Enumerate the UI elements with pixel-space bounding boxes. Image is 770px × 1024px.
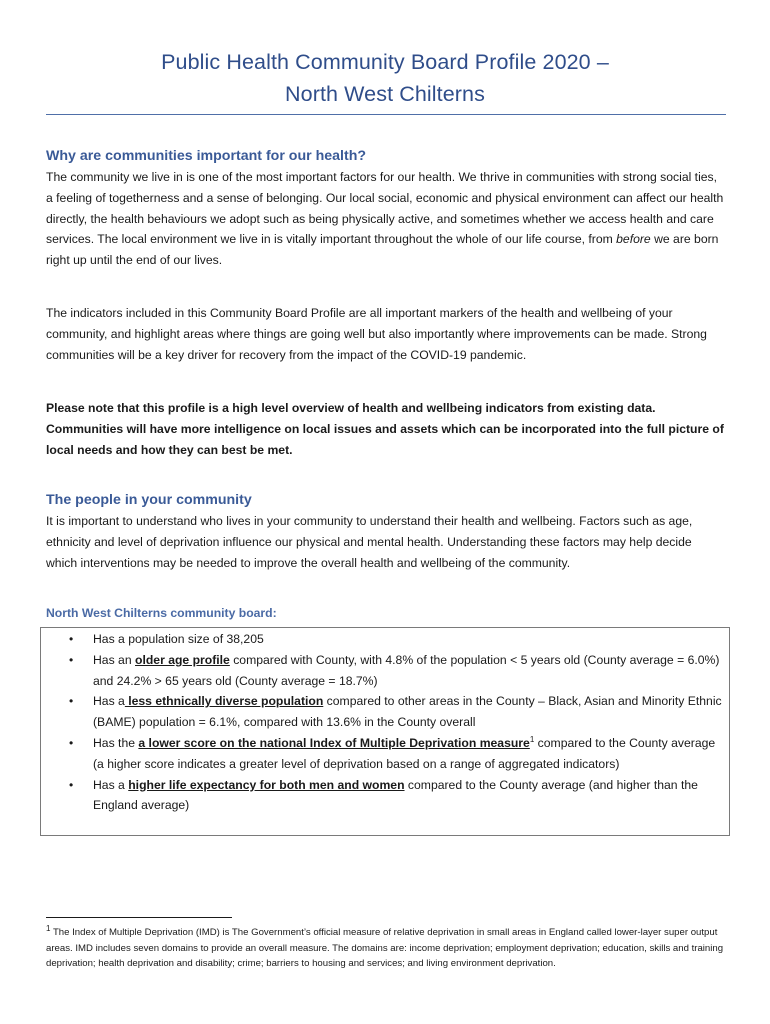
list-item — [46, 650, 724, 692]
title-line-1: Public Health Community Board Profile 2020 – — [161, 50, 609, 74]
list-item — [46, 733, 724, 775]
intro-paragraph — [46, 167, 724, 271]
fact-imd-highlight: a lower score on the national Index of Multiple Deprivation measure — [138, 735, 530, 750]
fact-ethnicity-pre: Has a — [93, 694, 125, 709]
fact-age-pre: Has an — [93, 652, 136, 667]
list-item — [46, 691, 724, 733]
footnote — [46, 925, 726, 972]
bullet-icon: • — [69, 632, 74, 646]
intro-text-a: The community we live in is one of the most important factors for our health. We thrive in communities with strong social ties, a feeling of togetherness and a sense of belonging. Our local social, economic and physical environment can affect our health directly, the health behaviours we adopt such as being physically active, and sometimes whether we access health and care services. The local environment we live in is vitally important throughout the whole of our life course, from — [46, 170, 724, 247]
title-line-2: North West Chilterns — [285, 82, 485, 106]
note-paragraph: Please note that this profile is a high level overview of health and wellbeing indicators from existing data. Communities will have more intelligence on local issues and assets which can be incorporated into the full picture of local needs and how they can best be met. — [46, 401, 724, 457]
community-board-subheading: North West Chilterns community board: — [46, 606, 277, 620]
section-heading-people: The people in your community — [46, 492, 252, 508]
fact-life-pre: Has a — [93, 777, 129, 792]
footnote-reference[interactable]: 1 — [529, 734, 535, 744]
fact-age-post: compared with County, with 4.8% of the population < 5 years old (County average = 6.0%) and 24.2% > 65 years old (County average = 18.7%) — [93, 652, 720, 688]
page-title — [0, 46, 770, 110]
key-facts-list — [46, 629, 724, 816]
list-item — [46, 775, 724, 817]
footnote-divider — [46, 917, 232, 918]
fact-life-highlight: higher life expectancy for both men and women — [128, 777, 405, 792]
title-divider — [46, 114, 726, 115]
intro-emphasis: before — [616, 232, 651, 247]
list-item — [46, 629, 724, 650]
fact-population: Has a population size of 38,205 — [93, 632, 264, 646]
bullet-icon: • — [69, 735, 74, 750]
bullet-icon: • — [69, 652, 74, 667]
footnote-marker: 1 — [46, 923, 51, 933]
indicators-paragraph: The indicators included in this Community Board Profile are all important markers of the health and wellbeing of your community, and highlight areas where things are going well but also importantly where improvements can be made. Strong communities will be a key driver for recovery from the impact of the COVID-19 pandemic. — [46, 306, 707, 362]
bullet-icon: • — [69, 694, 74, 709]
bullet-icon: • — [69, 777, 74, 792]
fact-life-post: compared to the County average (and higher than the England average) — [93, 777, 698, 813]
fact-ethnicity-post: compared to other areas in the County – Black, Asian and Minority Ethnic (BAME) population = 6.1%, compared with 13.6% in the County overall — [93, 694, 722, 730]
fact-imd-post: compared to the County average (a higher score indicates a greater level of deprivation based on a range of aggregated indicators) — [93, 735, 716, 771]
fact-ethnicity-highlight: less ethnically diverse population — [124, 694, 324, 709]
intro-text-b: we are born right up until the end of our lives. — [46, 232, 719, 268]
people-paragraph: It is important to understand who lives in your community to understand their health and wellbeing. Factors such as age, ethnicity and level of deprivation influence our physical and mental health. Understanding these factors may help decide which interventions may be needed to improve the overall health and wellbeing of the community. — [46, 514, 693, 570]
section-heading-why-communities: Why are communities important for our health? — [46, 148, 367, 164]
fact-imd-pre: Has the — [93, 735, 139, 750]
footnote-text: The Index of Multiple Deprivation (IMD) is The Government’s official measure of relative deprivation in small areas in England called lower-layer super output areas. IMD includes seven domains to provide an overall measure. The domains are: income deprivation; employment deprivation; education, skills and training deprivation; health deprivation and disability; crime; barriers to housing and services; and living environment deprivation. — [46, 927, 724, 970]
fact-age-highlight: older age profile — [135, 652, 230, 667]
